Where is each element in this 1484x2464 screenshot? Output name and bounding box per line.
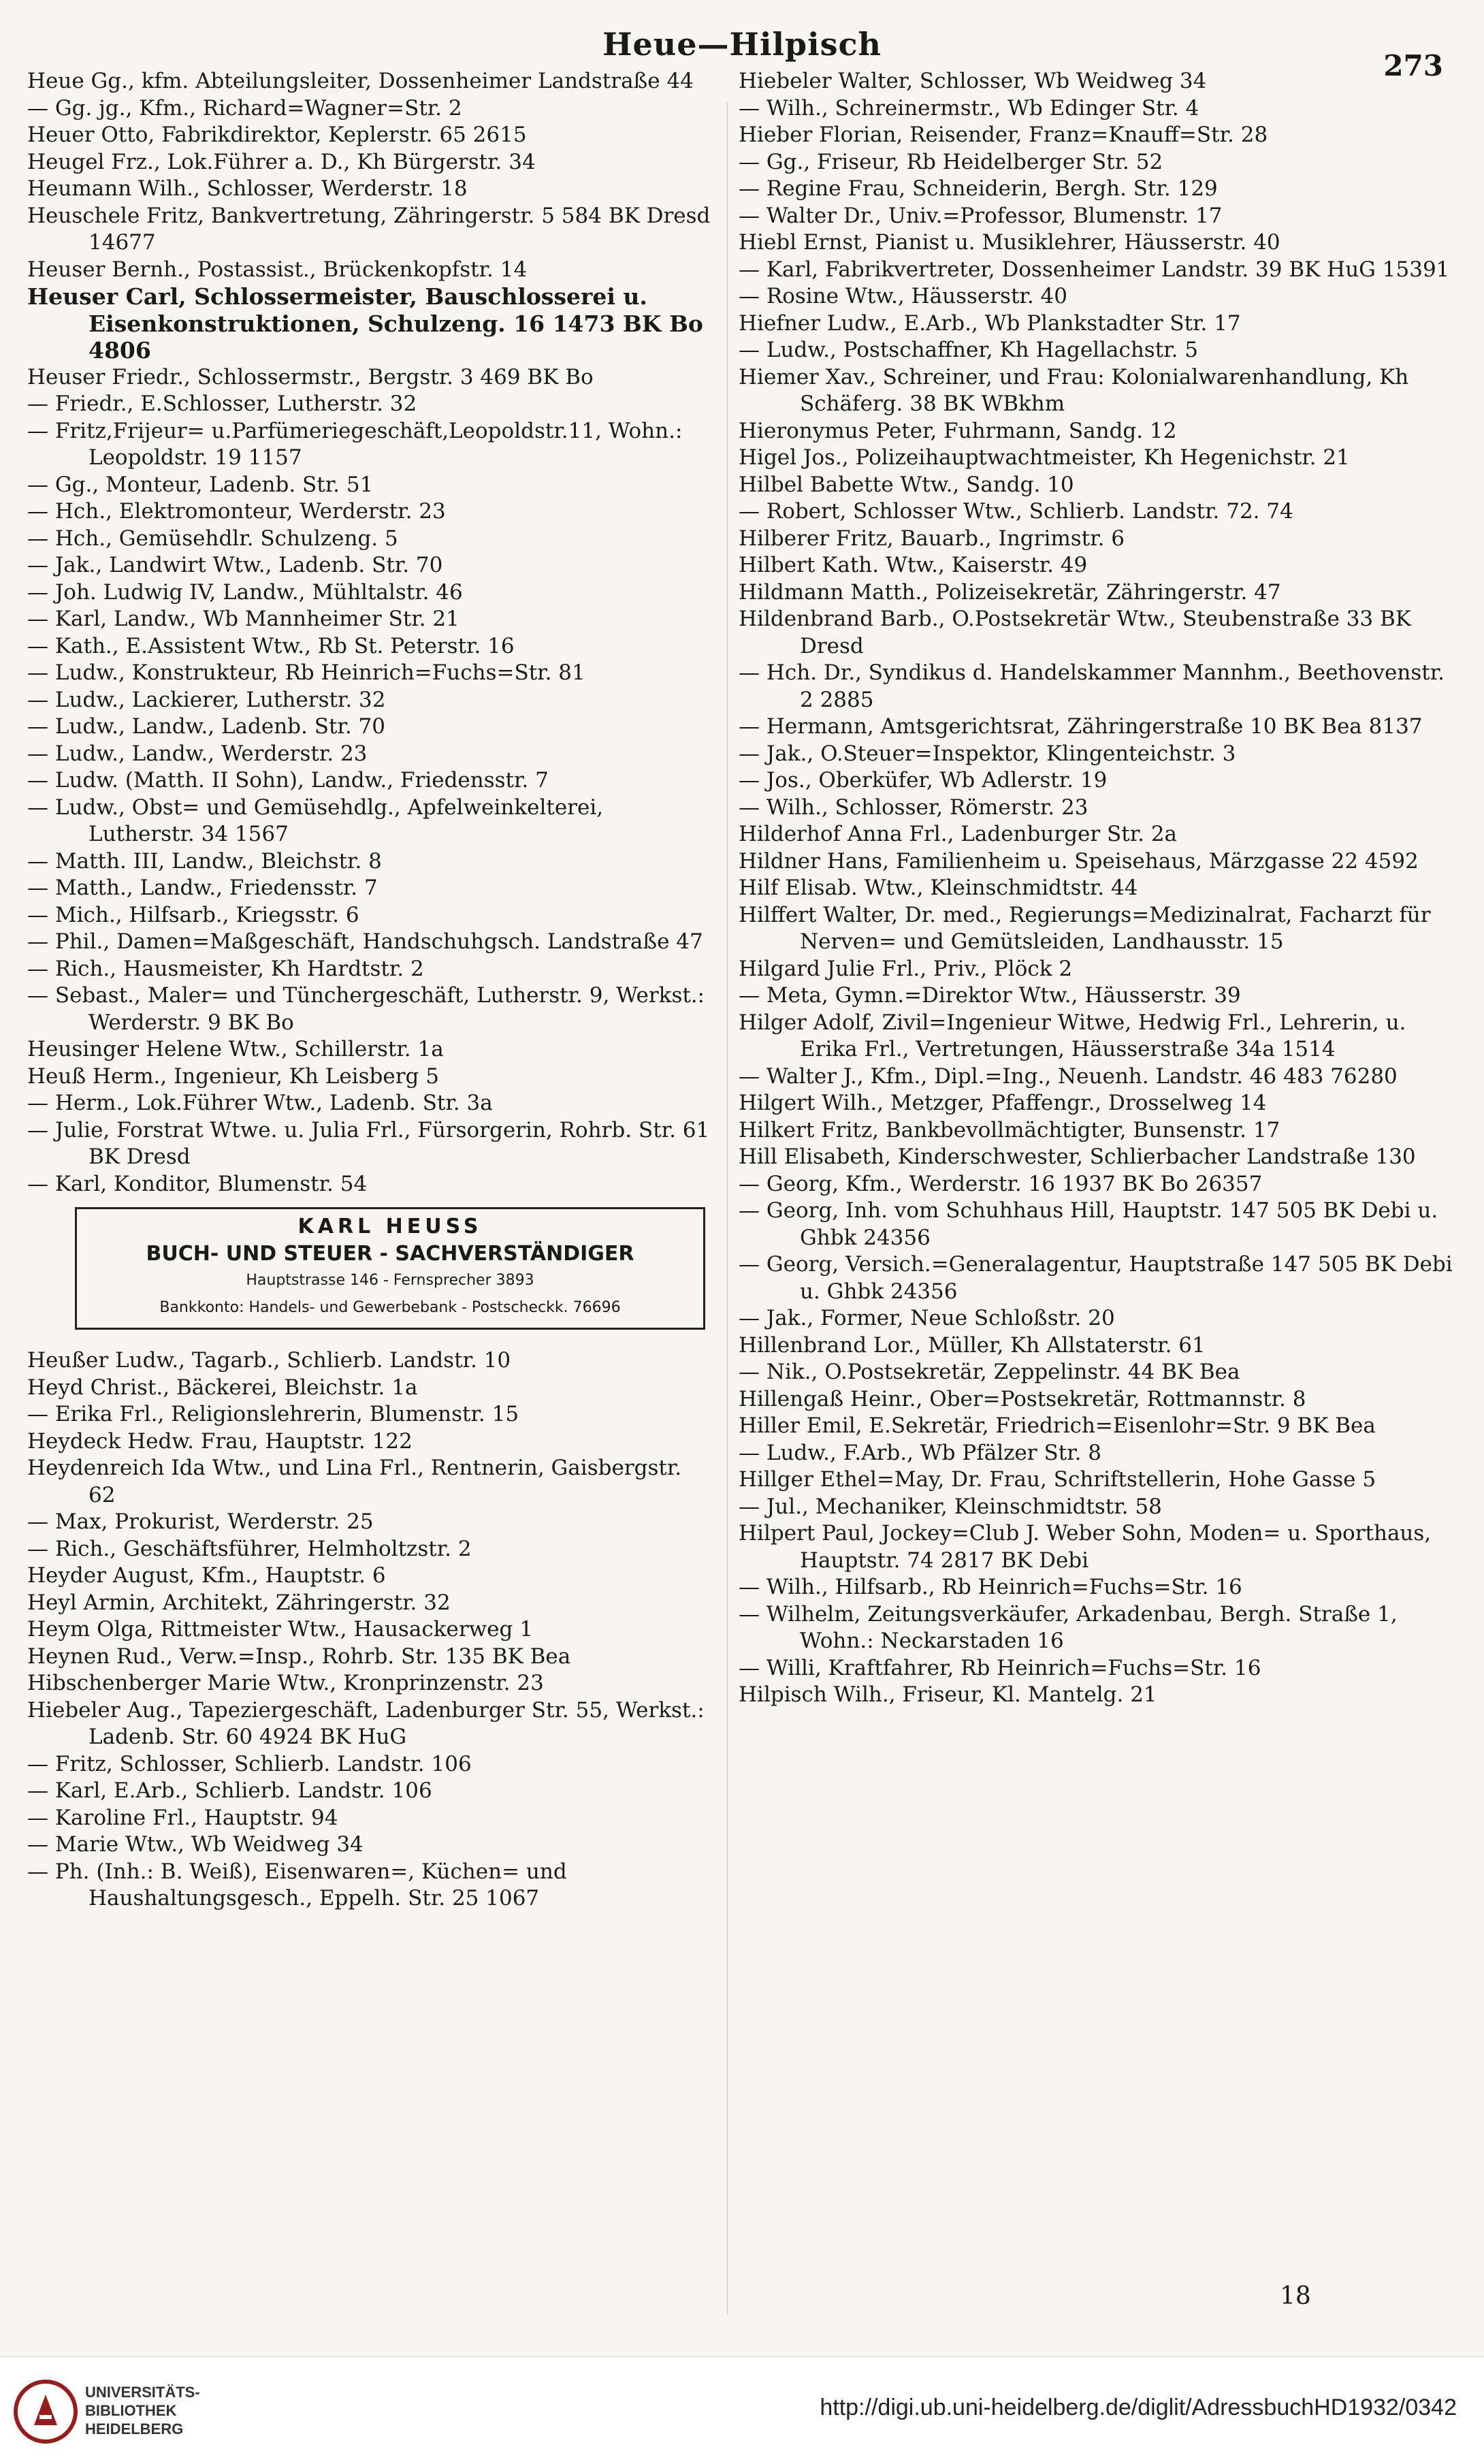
- directory-entry: — Jak., Former, Neue Schloßstr. 20: [739, 1306, 1115, 1330]
- directory-entry: Hillenbrand Lor., Müller, Kh Allstaterstr. 61: [739, 1332, 1206, 1358]
- directory-entry: Heue Gg., kfm. Abteilungsleiter, Dossenheimer Landstraße 44: [27, 69, 694, 93]
- directory-entry: Hildenbrand Barb., O.Postsekretär Wtw., Steubenstraße 33 BK Dresd: [739, 607, 1411, 658]
- ad-bank: Bankkonto: Handels- und Gewerbebank - Postscheckk. 76696: [159, 1298, 621, 1316]
- directory-entry: — Georg, Versich.=Generalagentur, Hauptstraße 147 505 BK Debi u. Ghbk 24356: [739, 1252, 1453, 1304]
- directory-entry: — Hch., Elektromonteur, Werderstr. 23: [27, 499, 446, 524]
- directory-entry: Hilgard Julie Frl., Priv., Plöck 2: [739, 956, 1073, 981]
- ad-address: Hauptstrasse 146 - Fernsprecher 3893: [246, 1272, 534, 1289]
- directory-entry: — Ludw., Landw., Ladenb. Str. 70: [27, 714, 386, 739]
- directory-entry: Heyl Armin, Architekt, Zähringerstr. 32: [27, 1590, 451, 1615]
- directory-entry: — Wilh., Schreinermstr., Wb Edinger Str. 4: [739, 95, 1199, 121]
- directory-entry: Hilf Elisab. Wtw., Kleinschmidtstr. 44: [739, 876, 1138, 900]
- signature-number: 18: [1280, 2282, 1311, 2310]
- directory-entry: — Willi, Kraftfahrer, Rb Heinrich=Fuchs=Str. 16: [739, 1655, 1261, 1680]
- library-footer: [0, 2356, 1484, 2464]
- directory-entry: — Mich., Hilfsarb., Kriegsstr. 6: [27, 902, 359, 927]
- directory-entry: Heusinger Helene Wtw., Schillerstr. 1a: [27, 1037, 444, 1061]
- library-name-line2: BIBLIOTHEK: [85, 2402, 177, 2419]
- directory-entry: Hilgert Wilh., Metzger, Pfaffengr., Drosselweg 14: [739, 1091, 1267, 1115]
- left-entries: [27, 68, 715, 1198]
- directory-entry: — Karl, Konditor, Blumenstr. 54: [27, 1171, 368, 1196]
- directory-entry: Hilger Adolf, Zivil=Ingenieur Witwe, Hedwig Frl., Lehrerin, u. Erika Frl., Vertretungen, Häusserstraße 34a 1514: [739, 1010, 1406, 1061]
- directory-entry: Heuß Herm., Ingenieur, Kh Leisberg 5: [27, 1063, 439, 1089]
- directory-entry: — Karl, E.Arb., Schlierb. Landstr. 106: [27, 1778, 432, 1803]
- directory-entry: — Gg., Friseur, Rb Heidelberger Str. 52: [739, 149, 1163, 174]
- directory-entry: — Wilhelm, Zeitungsverkäufer, Arkadenbau, Bergh. Straße 1, Wohn.: Neckarstaden 16: [739, 1601, 1398, 1653]
- directory-entry: — Wilh., Hilfsarb., Rb Heinrich=Fuchs=Str. 16: [739, 1575, 1242, 1599]
- directory-entry: — Phil., Damen=Maßgeschäft, Handschuhgsch. Landstraße 47: [27, 929, 703, 954]
- directory-entry: — Ludw., Konstrukteur, Rb Heinrich=Fuchs=Str. 81: [27, 660, 585, 685]
- directory-entry: — Ph. (Inh.: B. Weiß), Eisenwaren=, Küchen= und Haushaltungsgesch., Eppelh. Str. 25 1067: [27, 1859, 567, 1910]
- directory-entry: Hiemer Xav., Schreiner, und Frau: Kolonialwarenhandlung, Kh Schäferg. 38 BK WBkhm: [739, 364, 1409, 416]
- directory-entry: Heuschele Fritz, Bankvertretung, Zähringerstr. 5 584 BK Dresd 14677: [27, 203, 711, 255]
- right-entries: [739, 68, 1457, 1709]
- directory-entry: Hildner Hans, Familienheim u. Speisehaus, Märzgasse 22 4592: [739, 848, 1419, 874]
- directory-entry: Hilpisch Wilh., Friseur, Kl. Mantelg. 21: [739, 1682, 1157, 1707]
- running-head: Heue—Hilpisch: [602, 26, 882, 63]
- left-entries-after: [27, 1347, 715, 1913]
- directory-entry: — Fritz, Schlosser, Schlierb. Landstr. 106: [27, 1751, 472, 1776]
- directory-entry: Heydeck Hedw. Frau, Hauptstr. 122: [27, 1428, 413, 1454]
- directory-entry: Heydenreich Ida Wtw., und Lina Frl., Rentnerin, Gaisbergstr. 62: [27, 1456, 682, 1507]
- directory-entry: — Ludw., Postschaffner, Kh Hagellachstr. 5: [739, 338, 1199, 362]
- library-name-line1: UNIVERSITÄTS-: [85, 2384, 200, 2401]
- directory-entry: — Ludw., Obst= und Gemüsehdlg., Apfelweinkelterei, Lutherstr. 34 1567: [27, 795, 604, 846]
- directory-entry: — Matth., Landw., Friedensstr. 7: [27, 876, 378, 900]
- library-name-line3: HEIDELBERG: [85, 2420, 184, 2437]
- directory-entry: Hiebl Ernst, Pianist u. Musiklehrer, Häusserstr. 40: [739, 230, 1280, 255]
- directory-entry: — Karoline Frl., Hauptstr. 94: [27, 1805, 338, 1830]
- directory-entry: — Jak., Landwirt Wtw., Ladenb. Str. 70: [27, 553, 443, 577]
- directory-entry: — Erika Frl., Religionslehrerin, Blumenstr. 15: [27, 1402, 519, 1426]
- directory-entry: Hilpert Paul, Jockey=Club J. Weber Sohn, Moden= u. Sporthaus, Hauptstr. 74 2817 BK Debi: [739, 1521, 1432, 1573]
- advertisement-box: [75, 1207, 705, 1330]
- directory-entry: Hieber Florian, Reisender, Franz=Knauff=Str. 28: [739, 123, 1268, 147]
- directory-entry: — Kath., E.Assistent Wtw., Rb St. Peterstr. 16: [27, 633, 515, 658]
- directory-entry: Heuser Bernh., Postassist., Brückenkopfstr. 14: [27, 257, 528, 282]
- library-name: [85, 2383, 200, 2438]
- directory-entry: Hilberer Fritz, Bauarb., Ingrimstr. 6: [739, 526, 1125, 551]
- directory-entry: — Ludw., Lackierer, Lutherstr. 32: [27, 687, 386, 712]
- directory-entry: Hiebeler Aug., Tapeziergeschäft, Ladenburger Str. 55, Werkst.: Ladenb. Str. 60 4924 BK HuG: [27, 1697, 705, 1749]
- directory-entry: Hilbert Kath. Wtw., Kaiserstr. 49: [739, 553, 1088, 577]
- directory-entry: — Friedr., E.Schlosser, Lutherstr. 32: [27, 391, 417, 416]
- directory-entry: Heuer Otto, Fabrikdirektor, Keplerstr. 65 2615: [27, 123, 527, 147]
- directory-entry: — Jak., O.Steuer=Inspektor, Klingenteichstr. 3: [739, 741, 1236, 766]
- directory-entry: — Jos., Oberküfer, Wb Adlerstr. 19: [739, 768, 1108, 793]
- directory-entry: Heyder August, Kfm., Hauptstr. 6: [27, 1563, 386, 1588]
- directory-entry: Hiefner Ludw., E.Arb., Wb Plankstadter Str. 17: [739, 310, 1241, 336]
- directory-entry: — Hch., Gemüsehdlr. Schulzeng. 5: [27, 526, 398, 551]
- directory-entry: — Hch. Dr., Syndikus d. Handelskammer Mannhm., Beethovenstr. 2 2885: [739, 660, 1445, 712]
- directory-entry: — Georg, Inh. vom Schuhhaus Hill, Hauptstr. 147 505 BK Debi u. Ghbk 24356: [739, 1198, 1438, 1250]
- directory-entry: — Jul., Mechaniker, Kleinschmidtstr. 58: [739, 1494, 1162, 1519]
- source-url-link[interactable]: http://digi.ub.uni-heidelberg.de/diglit/AdressbuchHD1932/0342: [820, 2395, 1457, 2420]
- directory-entry: Hilderhof Anna Frl., Ladenburger Str. 2a: [739, 822, 1178, 846]
- directory-entry: — Ludw., Landw., Werderstr. 23: [27, 741, 368, 766]
- directory-entry: — Rich., Geschäftsführer, Helmholtzstr. 2: [27, 1536, 472, 1561]
- directory-entry: Heuser Friedr., Schlossermstr., Bergstr. 3 469 BK Bo: [27, 364, 594, 389]
- directory-entry: — Regine Frau, Schneiderin, Bergh. Str. 129: [739, 176, 1218, 201]
- directory-entry: — Rich., Hausmeister, Kh Hardtstr. 2: [27, 956, 424, 981]
- directory-entry: — Ludw. (Matth. II Sohn), Landw., Friedensstr. 7: [27, 768, 549, 793]
- directory-entry: — Marie Wtw., Wb Weidweg 34: [27, 1832, 364, 1857]
- directory-entry: Hillengaß Heinr., Ober=Postsekretär, Rottmannstr. 8: [739, 1386, 1306, 1411]
- directory-entry: — Meta, Gymn.=Direktor Wtw., Häusserstr. 39: [739, 983, 1241, 1008]
- page-number: 273: [1383, 49, 1443, 82]
- directory-entry: — Joh. Ludwig IV, Landw., Mühltalstr. 46: [27, 579, 463, 605]
- directory-entry: — Herm., Lok.Führer Wtw., Ladenb. Str. 3a: [27, 1091, 493, 1115]
- directory-entry: Hildmann Matth., Polizeisekretär, Zähringerstr. 47: [739, 579, 1281, 605]
- directory-entry: Hilbel Babette Wtw., Sandg. 10: [739, 472, 1074, 497]
- directory-entry: Hiller Emil, E.Sekretär, Friedrich=Eisenlohr=Str. 9 BK Bea: [739, 1413, 1376, 1438]
- directory-entry: — Sebast., Maler= und Tünchergeschäft, Lutherstr. 9, Werkst.: Werderstr. 9 BK Bo: [27, 983, 705, 1035]
- directory-entry: Hill Elisabeth, Kinderschwester, Schlierbacher Landstraße 130: [739, 1145, 1416, 1169]
- directory-entry: — Karl, Landw., Wb Mannheimer Str. 21: [27, 607, 459, 631]
- directory-entry: — Max, Prokurist, Werderstr. 25: [27, 1509, 374, 1534]
- directory-entry: Heuser Carl, Schlossermeister, Bauschlosserei u. Eisenkonstruktionen, Schulzeng. 16 1473 BK Bo 4806: [27, 283, 703, 364]
- ad-name: KARL HEUSS: [297, 1215, 483, 1238]
- directory-entry: — Hermann, Amtsgerichtsrat, Zähringerstraße 10 BK Bea 8137: [739, 714, 1423, 739]
- directory-entry: — Robert, Schlosser Wtw., Schlierb. Landstr. 72. 74: [739, 499, 1293, 524]
- directory-entry: Hilffert Walter, Dr. med., Regierungs=Medizinalrat, Facharzt für Nerven= und Gemütsleiden, Landhausstr. 15: [739, 902, 1431, 954]
- directory-entry: — Ludw., F.Arb., Wb Pfälzer Str. 8: [739, 1440, 1101, 1465]
- directory-entry: Heugel Frz., Lok.Führer a. D., Kh Bürgerstr. 34: [27, 149, 536, 174]
- directory-entry: Hilkert Fritz, Bankbevollmächtigter, Bunsenstr. 17: [739, 1117, 1280, 1142]
- directory-entry: Heumann Wilh., Schlosser, Werderstr. 18: [27, 176, 468, 201]
- directory-entry: Hiebeler Walter, Schlosser, Wb Weidweg 34: [739, 69, 1207, 93]
- directory-entry: — Nik., O.Postsekretär, Zeppelinstr. 44 BK Bea: [739, 1360, 1240, 1384]
- ad-subtitle: BUCH- UND STEUER - SACHVERSTÄNDIGER: [146, 1241, 634, 1266]
- directory-entry: — Julie, Forstrat Wtwe. u. Julia Frl., Fürsorgerin, Rohrb. Str. 61 BK Dresd: [27, 1117, 710, 1169]
- directory-entry: — Gg. jg., Kfm., Richard=Wagner=Str. 2: [27, 95, 462, 121]
- directory-entry: Heynen Rud., Verw.=Insp., Rohrb. Str. 135 BK Bea: [27, 1644, 571, 1669]
- right-column: [739, 68, 1457, 1709]
- directory-entry: Hillger Ethel=May, Dr. Frau, Schriftstellerin, Hohe Gasse 5: [739, 1467, 1376, 1492]
- left-column: [27, 68, 715, 1913]
- directory-entry: Higel Jos., Polizeihauptwachtmeister, Kh Hegenichstr. 21: [739, 445, 1350, 470]
- directory-entry: — Walter Dr., Univ.=Professor, Blumenstr. 17: [739, 203, 1223, 228]
- directory-entry: Heußer Ludw., Tagarb., Schlierb. Landstr. 10: [27, 1348, 511, 1373]
- university-seal-icon: [14, 2378, 78, 2446]
- directory-entry: — Walter J., Kfm., Dipl.=Ing., Neuenh. Landstr. 46 483 76280: [739, 1063, 1398, 1089]
- directory-entry: — Matth. III, Landw., Bleichstr. 8: [27, 848, 382, 874]
- directory-entry: Hibschenberger Marie Wtw., Kronprinzenstr. 23: [27, 1671, 544, 1695]
- directory-entry: — Karl, Fabrikvertreter, Dossenheimer Landstr. 39 BK HuG 15391: [739, 257, 1450, 282]
- directory-entry: Heyd Christ., Bäckerei, Bleichstr. 1a: [27, 1375, 418, 1400]
- column-divider: [727, 102, 728, 2315]
- directory-entry: — Fritz,Frijeur= u.Parfümeriegeschäft,Leopoldstr.11, Wohn.: Leopoldstr. 19 1157: [27, 418, 683, 470]
- directory-entry: — Rosine Wtw., Häusserstr. 40: [739, 284, 1067, 308]
- directory-entry: Heym Olga, Rittmeister Wtw., Hausackerweg 1: [27, 1617, 533, 1642]
- directory-entry: — Wilh., Schlosser, Römerstr. 23: [739, 795, 1088, 820]
- directory-entry: — Gg., Monteur, Ladenb. Str. 51: [27, 472, 374, 497]
- directory-entry: Hieronymus Peter, Fuhrmann, Sandg. 12: [739, 418, 1177, 443]
- directory-entry: — Georg, Kfm., Werderstr. 16 1937 BK Bo 26357: [739, 1171, 1263, 1196]
